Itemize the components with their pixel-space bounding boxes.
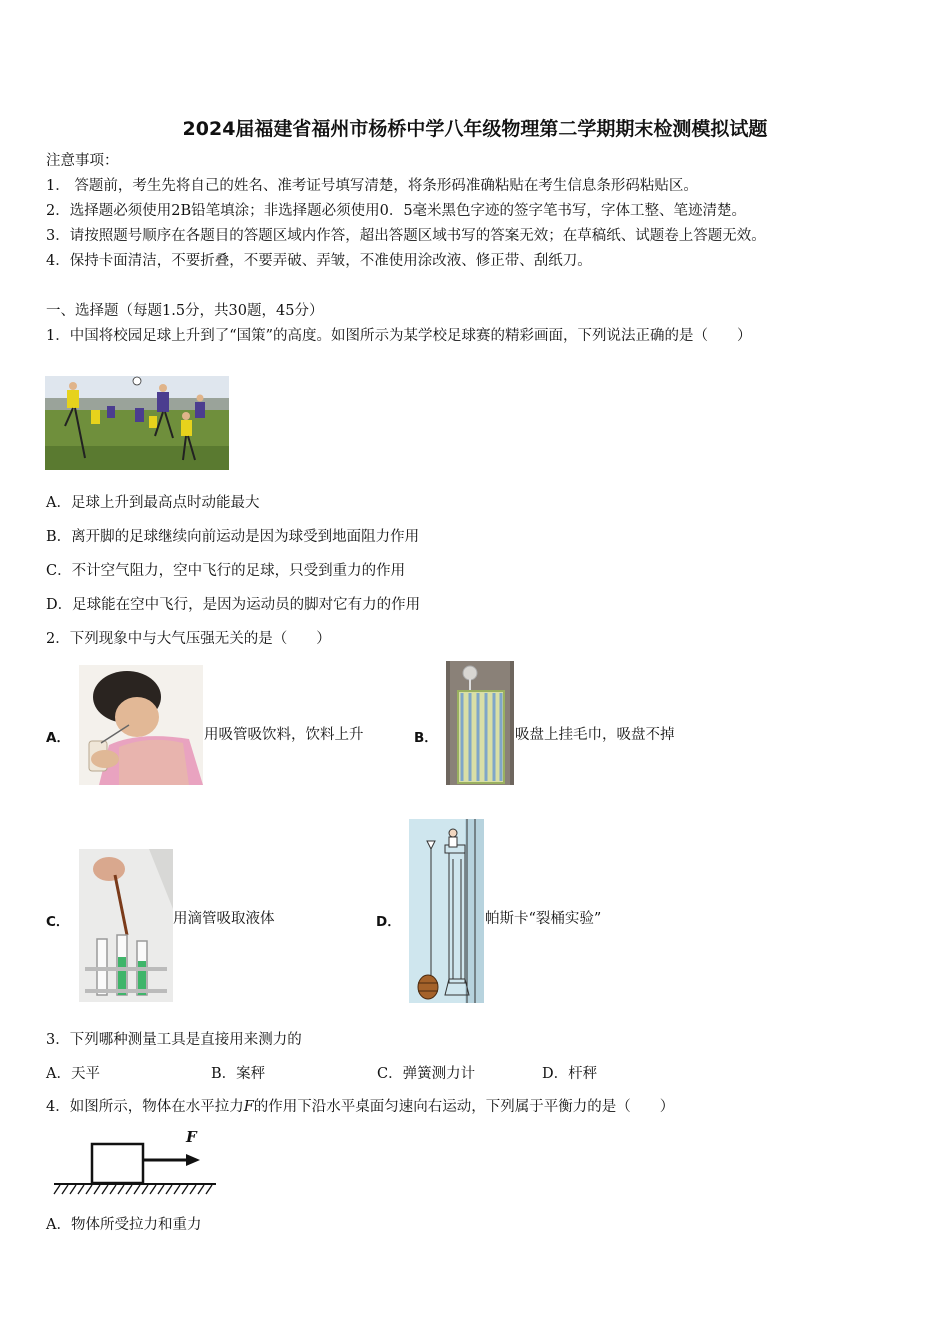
dropper-image — [79, 849, 173, 1002]
soccer-image — [45, 376, 229, 470]
force-label-f: F — [186, 1128, 197, 1146]
pascal-barrel-image — [409, 819, 484, 1003]
q4-option-a[interactable]: A．物体所受拉力和重力 — [46, 1217, 202, 1233]
page-title: 2024届福建省福州市杨桥中学八年级物理第二学期期末检测模拟试题 — [182, 118, 768, 140]
q2-option-a-label[interactable]: A． — [46, 730, 70, 746]
q2-option-d-text[interactable]: 帕斯卡“裂桶实验” — [485, 911, 602, 927]
q3-option-d[interactable]: D．杆秤 — [542, 1066, 598, 1082]
notice-item-2: 2．选择题必须使用2B铅笔填涂；非选择题必须使用0．5毫米黑色字迹的签字笔书写，字体工整、笔迹清楚。 — [46, 203, 747, 219]
q1-option-a[interactable]: A．足球上升到最高点时动能最大 — [46, 495, 260, 511]
q4-stem-after: 的作用下沿水平桌面匀速向右运动，下列属于平衡力的是（ ） — [253, 1099, 675, 1115]
q2-option-c-label[interactable]: C． — [46, 914, 70, 930]
q1-option-c[interactable]: C．不计空气阻力，空中飞行的足球，只受到重力的作用 — [46, 563, 406, 579]
q3-option-c[interactable]: C．弹簧测力计 — [377, 1066, 476, 1082]
notice-item-3: 3．请按照题号顺序在各题目的答题区域内作答，超出答题区域书写的答案无效；在草稿纸、试题卷上答题无效。 — [46, 228, 766, 244]
question-3-stem: 3．下列哪种测量工具是直接用来测力的 — [46, 1032, 302, 1048]
notice-heading: 注意事项： — [46, 153, 119, 169]
question-1-stem: 1．中国将校园足球上升到了“国策”的高度。如图所示为某学校足球赛的精彩画面，下列说法正确的是（ ） — [46, 328, 752, 344]
q2-option-a-text[interactable]: 用吸管吸饮料，饮料上升 — [204, 727, 364, 743]
question-2-stem: 2．下列现象中与大气压强无关的是（ ） — [46, 631, 331, 647]
question-4-stem — [46, 1097, 674, 1117]
q4-stem-var: F — [243, 1099, 254, 1115]
q2-option-b-label[interactable]: B． — [414, 730, 438, 746]
q1-option-b[interactable]: B．离开脚的足球继续向前运动是因为球受到地面阻力作用 — [46, 529, 420, 545]
q3-option-b[interactable]: B．案秤 — [211, 1066, 266, 1082]
notice-item-4: 4．保持卡面清洁，不要折叠，不要弄破、弄皱，不准使用涂改液、修正带、刮纸刀。 — [46, 253, 592, 269]
q2-option-c-text[interactable]: 用滴管吸取液体 — [173, 911, 275, 927]
q1-option-d[interactable]: D．足球能在空中飞行，是因为运动员的脚对它有力的作用 — [46, 597, 421, 613]
suction-towel-image — [446, 661, 514, 785]
q3-option-a[interactable]: A．天平 — [46, 1066, 100, 1082]
q4-stem-before: 4．如图所示，物体在水平拉力 — [46, 1099, 244, 1115]
q2-option-d-label[interactable]: D． — [376, 914, 401, 930]
notice-item-1: 1． 答题前，考生先将自己的姓名、准考证号填写清楚，将条形码准确粘贴在考生信息条形码粘贴区。 — [46, 178, 698, 194]
straw-drink-image — [79, 665, 203, 785]
q2-option-b-text[interactable]: 吸盘上挂毛巾，吸盘不掉 — [515, 727, 675, 743]
section-heading: 一、选择题（每题1.5分，共30题，45分） — [46, 303, 324, 319]
